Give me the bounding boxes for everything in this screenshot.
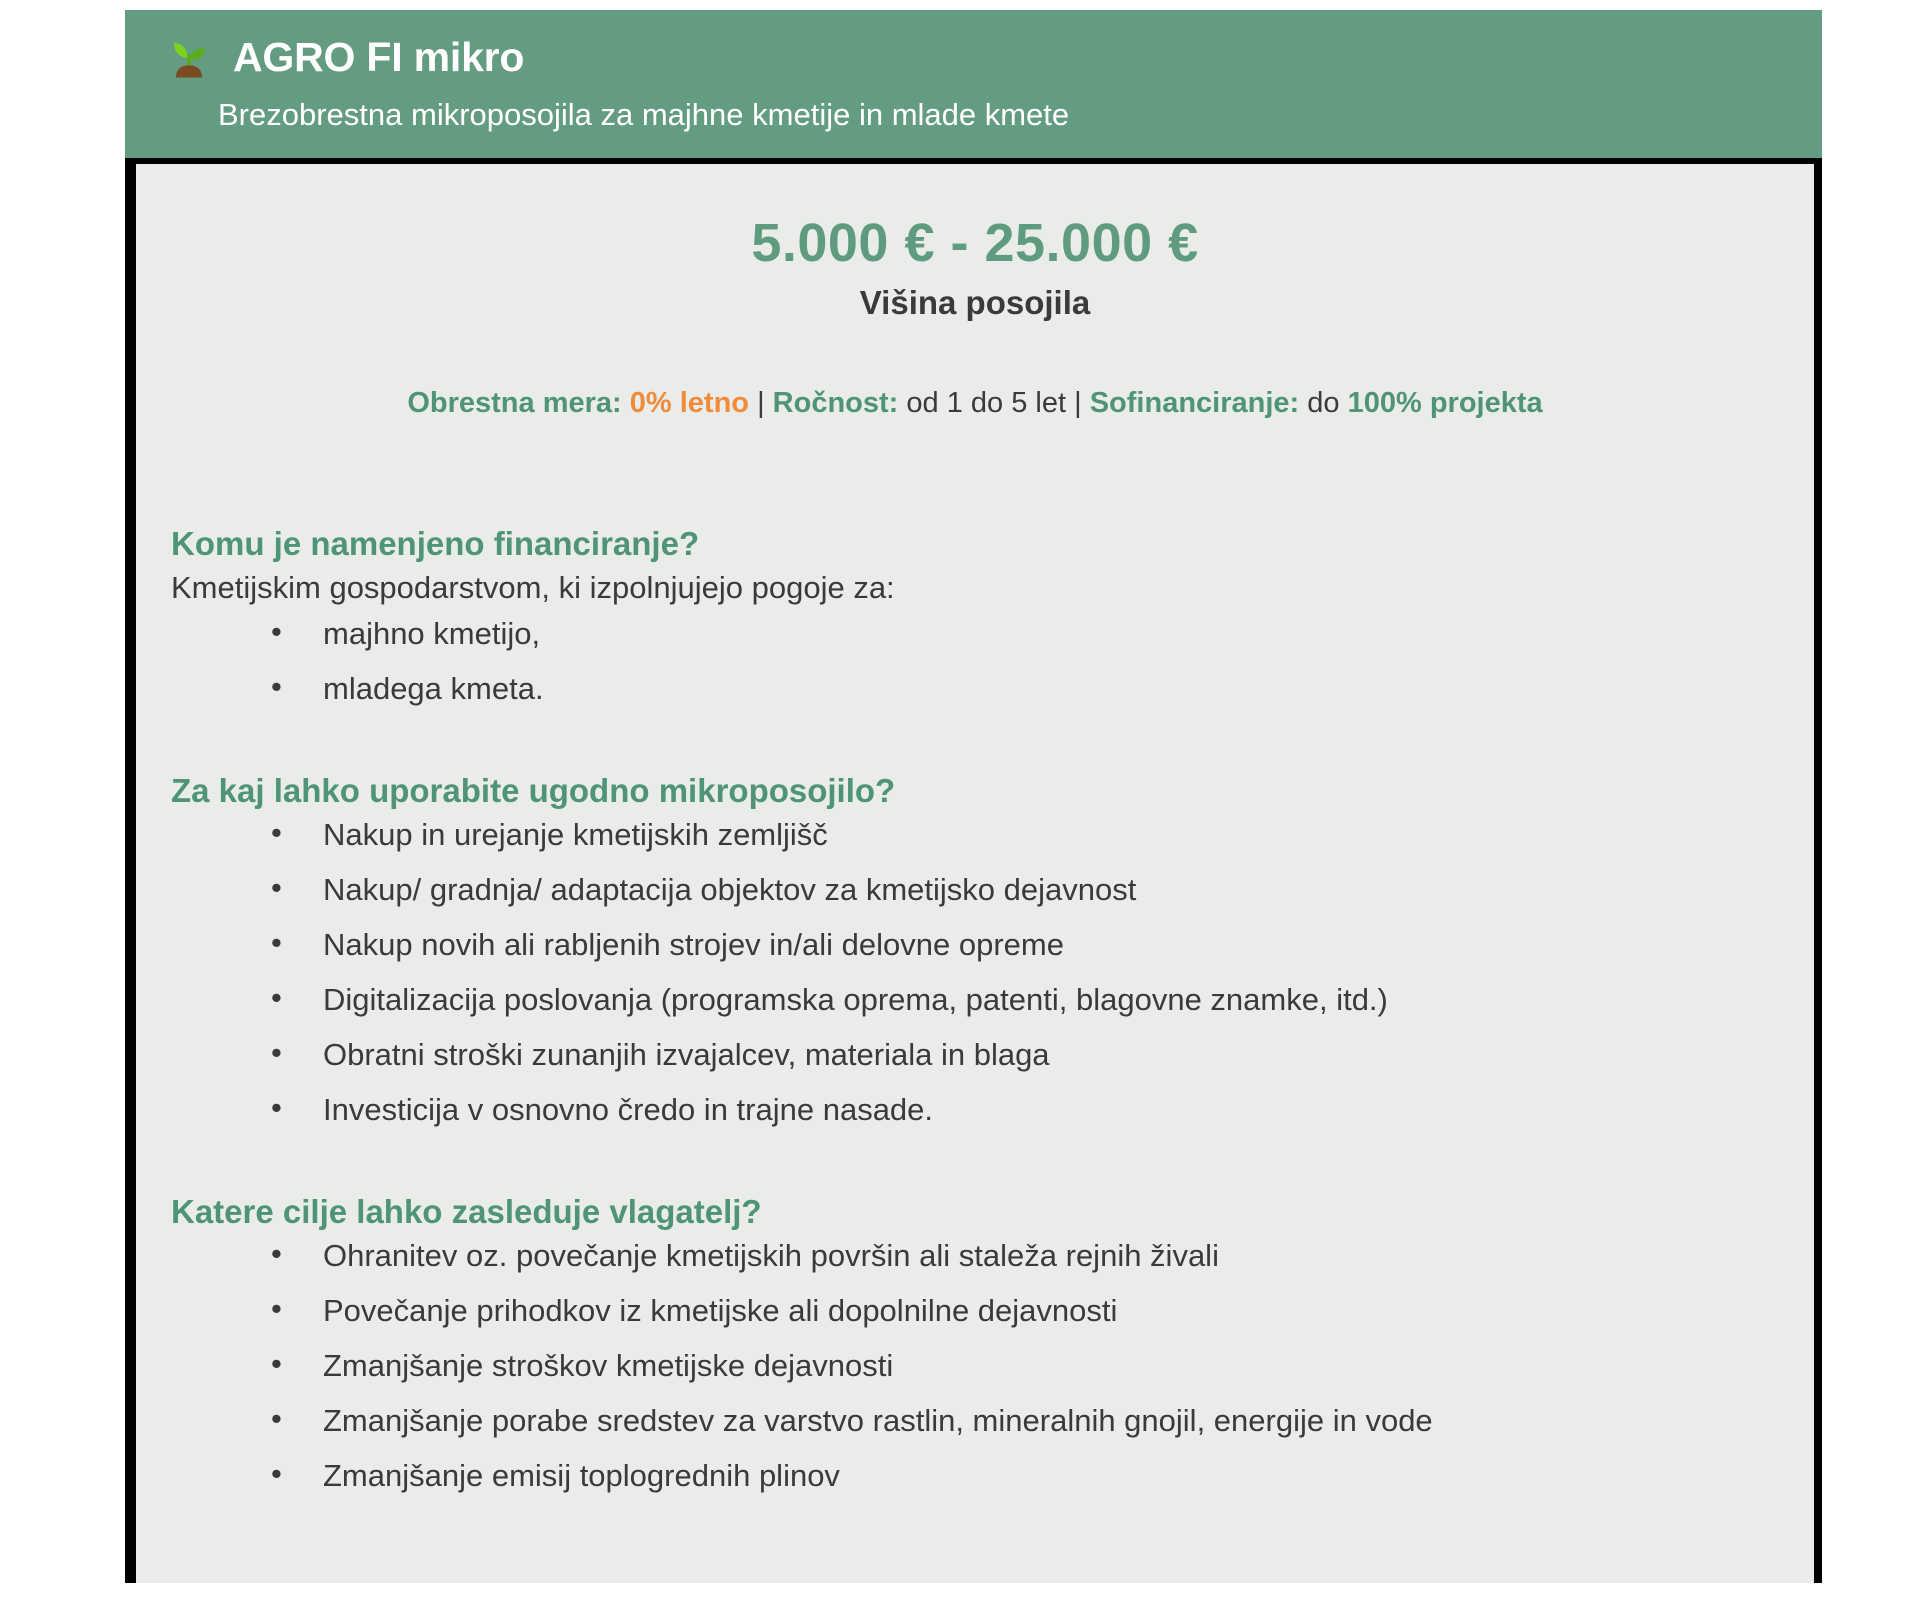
bullet-list [171, 815, 1784, 1130]
sections-container [136, 523, 1814, 1497]
loan-amount-block [136, 164, 1814, 323]
terms-line [136, 385, 1814, 423]
list-item: • Zmanjšanje stroškov kmetijske dejavnosti [171, 1346, 1784, 1387]
maturity-value: od 1 do 5 let [906, 387, 1067, 420]
list-item: • Zmanjšanje porabe sredstev za varstvo rastlin, mineralnih gnojil, energije in vode [171, 1401, 1784, 1442]
header-title: AGRO FI mikro [233, 34, 525, 81]
list-item: • Digitalizacija poslovanja (programska oprema, patenti, blagovne znamke, itd.) [171, 980, 1784, 1021]
header-subtitle: Brezobrestna mikroposojila za majhne kmetije in mlade kmete [218, 97, 1070, 132]
list-item: • Ohranitev oz. povečanje kmetijskih površin ali staleža rejnih živali [171, 1236, 1784, 1277]
product-card [125, 10, 1822, 1583]
interest-rate-key: Obrestna mera: [407, 387, 622, 420]
bullet-list [171, 614, 1784, 710]
list-item: • Zmanjšanje emisij toplogrednih plinov [171, 1456, 1784, 1497]
list-item: • Obratni stroški zunanjih izvajalcev, materiala in blaga [171, 1035, 1784, 1076]
maturity-key: Ročnost: [772, 387, 899, 420]
section-heading: Komu je namenjeno financiranje? [171, 524, 700, 562]
section-target-audience [171, 523, 1784, 710]
loan-amount-value: 5.000 € - 25.000 € [751, 213, 1199, 274]
list-item: • mladega kmeta. [171, 669, 1784, 710]
section-heading: Za kaj lahko uporabite ugodno mikroposojilo? [171, 772, 896, 810]
section-intro: Kmetijskim gospodarstvom, ki izpolnjujejo pogoje za: [171, 570, 895, 606]
header-title-row [125, 32, 1822, 84]
seedling-icon [163, 32, 215, 84]
cofinancing-prefix: do [1307, 387, 1340, 420]
interest-rate-value: 0% letno [629, 387, 749, 420]
card-header [125, 10, 1822, 158]
list-item: • Investicija v osnovno čredo in trajne nasade. [171, 1090, 1784, 1131]
terms-separator-1: | [757, 387, 765, 420]
cofinancing-key: Sofinanciranje: [1089, 387, 1300, 420]
list-item: • Nakup in urejanje kmetijskih zemljišč [171, 815, 1784, 856]
section-eligible-uses [171, 770, 1784, 1131]
loan-amount-label: Višina posojila [859, 284, 1091, 322]
terms-separator-2: | [1074, 387, 1082, 420]
list-item: • Povečanje prihodkov iz kmetijske ali dopolnilne dejavnosti [171, 1291, 1784, 1332]
card-body [125, 158, 1822, 1583]
list-item: • majhno kmetijo, [171, 614, 1784, 655]
cofinancing-value: 100% projekta [1347, 387, 1543, 420]
section-investor-goals [171, 1191, 1784, 1497]
list-item: • Nakup novih ali rabljenih strojev in/ali delovne opreme [171, 925, 1784, 966]
bullet-list [171, 1236, 1784, 1497]
section-heading: Katere cilje lahko zasleduje vlagatelj? [171, 1192, 762, 1230]
list-item: • Nakup/ gradnja/ adaptacija objektov za kmetijsko dejavnost [171, 870, 1784, 911]
